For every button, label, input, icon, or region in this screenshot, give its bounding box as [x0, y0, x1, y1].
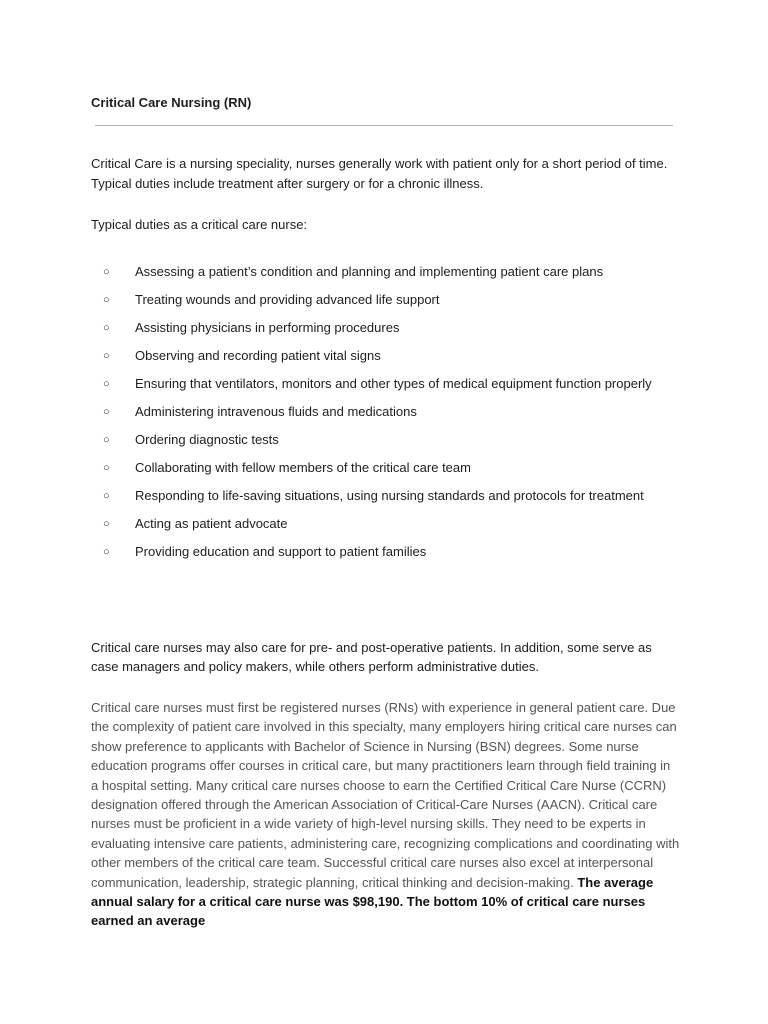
duty-item	[100, 342, 660, 370]
bullet-circle-icon: ○	[103, 266, 110, 278]
duty-text: Treating wounds and providing advanced life support	[135, 292, 440, 307]
duty-text: Assisting physicians in performing procedures	[135, 320, 400, 335]
duty-item	[100, 454, 660, 482]
post-list-paragraph: Critical care nurses may also care for pre- and post-operative patients. In addition, some serve as case managers and policy makers, while others perform administrative duties.	[91, 640, 652, 674]
duty-text: Providing education and support to patient families	[135, 544, 427, 559]
bullet-circle-icon: ○	[103, 406, 110, 418]
title-divider	[95, 125, 673, 126]
requirements-text: Critical care nurses must first be registered nurses (RNs) with experience in general patient care. Due the complexity of patient care involved in this specialty, many employers hiring critical care nurses can show preference to applicants with Bachelor of Science in Nursing (BSN) degrees. Some nurse education programs offer courses in critical care, but many practitioners learn through field training in a hospital setting. Many critical care nurses choose to earn the Certified Critical Care Nurse (CCRN) designation offered through the American Association of Critical-Care Nurses (AACN). Critical care nurses must be proficient in a wide variety of high-level nursing skills. They need to be experts in evaluating intensive care patients, administering care, recognizing complications and coordinating with other members of the critical care team. Successful critical care nurses also excel at interpersonal communication, leadership, strategic planning, critical thinking and decision-making.	[91, 700, 680, 890]
duty-text: Assessing a patient’s condition and planning and implementing patient care plans	[135, 264, 604, 279]
salary-text: The average annual salary for a critical care nurse was $98,190. The bottom 10% of critical care nurses earned an average	[91, 874, 654, 929]
bullet-circle-icon: ○	[103, 294, 110, 306]
duties-list	[100, 258, 660, 566]
duty-item	[100, 398, 660, 426]
bullet-circle-icon: ○	[103, 378, 110, 390]
duty-item	[100, 258, 660, 286]
duties-heading: Typical duties as a critical care nurse:	[91, 217, 308, 232]
bullet-circle-icon: ○	[103, 518, 110, 530]
bullet-circle-icon: ○	[103, 434, 110, 446]
duty-text: Ensuring that ventilators, monitors and other types of medical equipment function properly	[135, 376, 652, 391]
duty-text: Observing and recording patient vital signs	[135, 348, 381, 363]
duty-text: Collaborating with fellow members of the critical care team	[135, 460, 471, 475]
duty-item	[100, 370, 660, 398]
duty-text: Administering intravenous fluids and medications	[135, 404, 417, 419]
duty-item	[100, 286, 660, 314]
duty-text: Acting as patient advocate	[135, 516, 288, 531]
duty-item	[100, 426, 660, 454]
bullet-circle-icon: ○	[103, 322, 110, 334]
bullet-circle-icon: ○	[103, 490, 110, 502]
duty-item	[100, 538, 660, 566]
duty-text: Ordering diagnostic tests	[135, 432, 279, 447]
duty-item	[100, 510, 660, 538]
duty-text: Responding to life-saving situations, using nursing standards and protocols for treatment	[135, 488, 644, 503]
bullet-circle-icon: ○	[103, 462, 110, 474]
duty-item	[100, 314, 660, 342]
intro-paragraph: Critical Care is a nursing speciality, nurses generally work with patient only for a short period of time. Typical duties include treatment after surgery or for a chronic illness.	[91, 156, 668, 191]
bullet-circle-icon: ○	[103, 350, 110, 362]
bullet-circle-icon: ○	[103, 546, 110, 558]
document-title: Critical Care Nursing (RN)	[91, 95, 252, 110]
duty-item	[100, 482, 660, 510]
requirements-paragraph	[91, 698, 681, 931]
